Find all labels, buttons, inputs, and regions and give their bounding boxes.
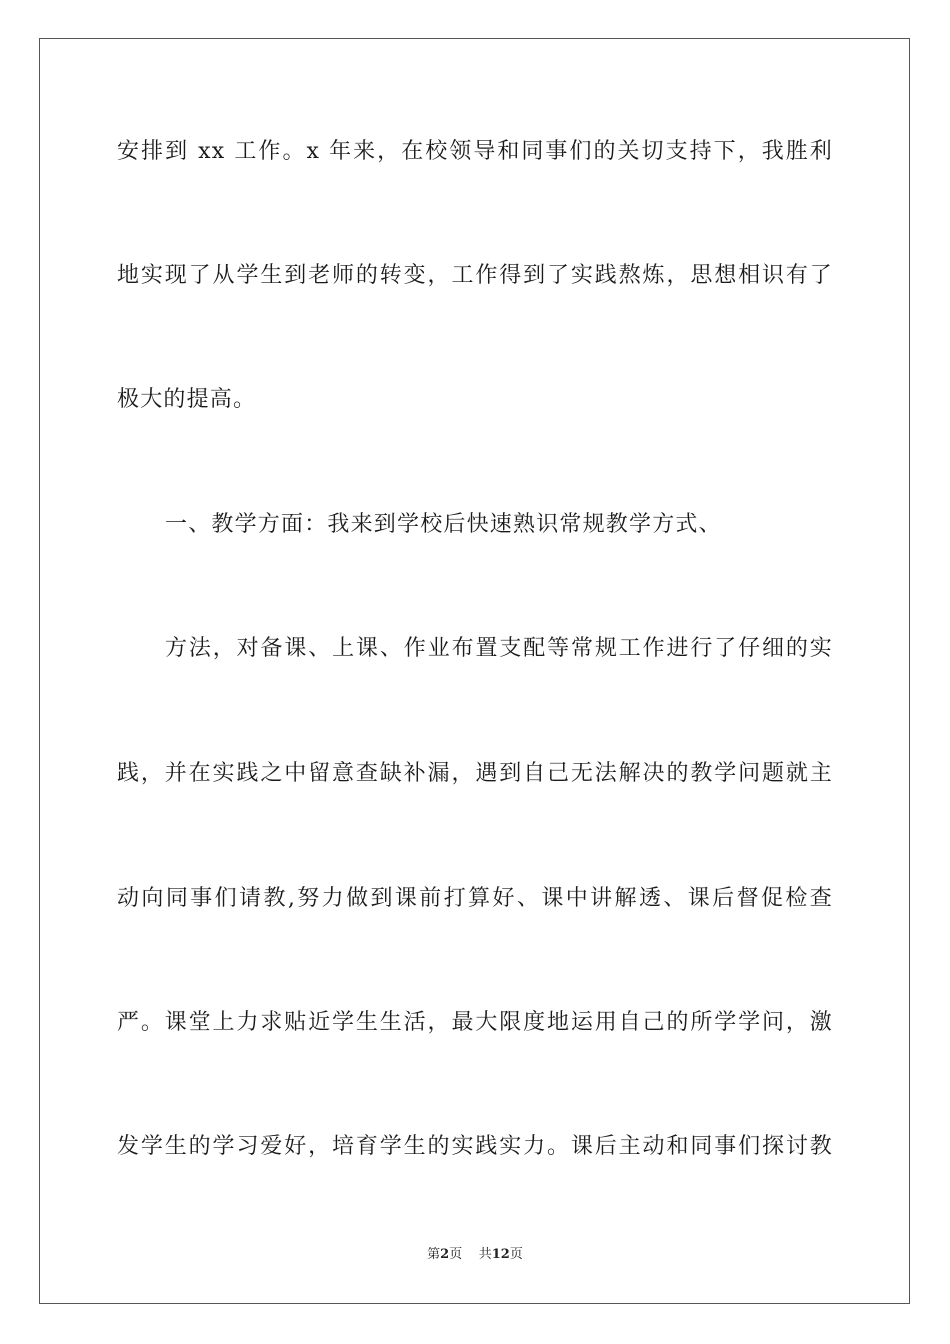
section-heading-teaching: 一、教学方面：我来到学校后快速熟识常规教学方式、 xyxy=(165,512,722,537)
page-prefix: 第 xyxy=(427,1247,441,1262)
body-line-1: 安排到 xx 工作。x 年来，在校领导和同事们的关切支持下，我胜利 xyxy=(117,139,833,164)
page-footer xyxy=(0,1246,950,1264)
body-line-9: 发学生的学习爱好，培育学生的实践实力。课后主动和同事们探讨教 xyxy=(117,1134,833,1159)
page-number: 2 xyxy=(440,1247,450,1262)
total-pages: 12 xyxy=(491,1247,510,1262)
body-line-3: 极大的提高。 xyxy=(117,387,257,412)
body-line-6: 践，并在实践之中留意查缺补漏，遇到自己无法解决的教学问题就主 xyxy=(117,761,833,786)
body-line-8: 严。课堂上力求贴近学生生活，最大限度地运用自己的所学学问，激 xyxy=(117,1010,833,1035)
body-line-7: 动向同事们请教,努力做到课前打算好、课中讲解透、课后督促检查 xyxy=(117,886,833,911)
body-line-2: 地实现了从学生到老师的转变，工作得到了实践熬炼，思想相识有了 xyxy=(117,263,833,288)
page-border xyxy=(39,38,910,1304)
body-line-5: 方法，对备课、上课、作业布置支配等常规工作进行了仔细的实 xyxy=(165,636,833,661)
total-suffix: 页 xyxy=(509,1247,523,1262)
total-prefix: 共 xyxy=(478,1247,492,1262)
page-suffix: 页 xyxy=(449,1247,463,1262)
